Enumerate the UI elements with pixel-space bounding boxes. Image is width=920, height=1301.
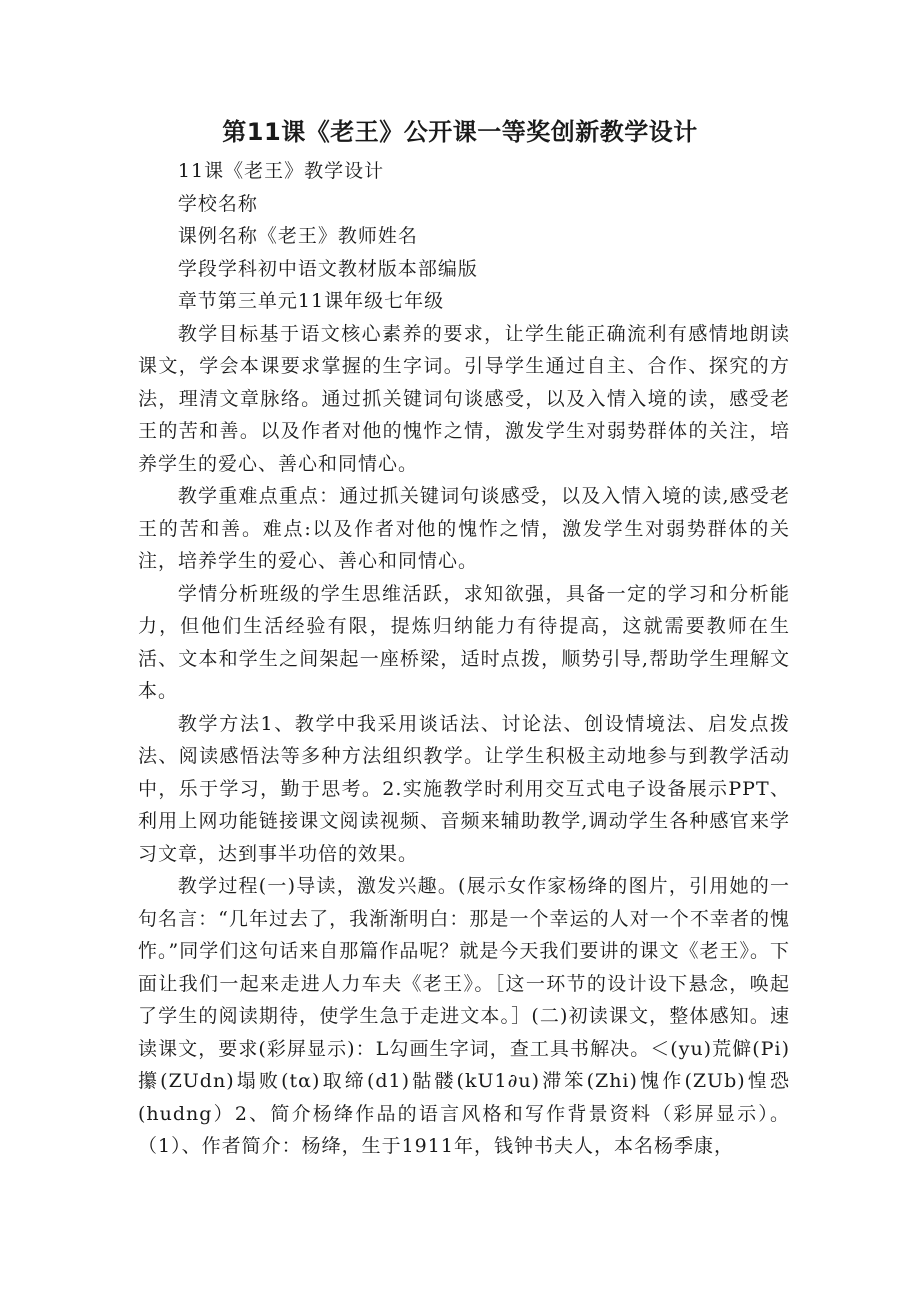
paragraph-school-name: 学校名称 [177, 192, 258, 215]
paragraph-lesson-name: 课例名称《老王》教师姓名 [177, 225, 418, 247]
paragraph-lesson-heading: 11课《老王》教学设计 [177, 160, 385, 182]
paragraph-key-difficulties: 教学重难点重点：通过抓关键词句谈感受，以及入情入境的读,感受老王的苦和善。难点:以及作者对他的愧怍之情，激发学生对弱势群体的关注，培养学生的爱心、善心和同情心。 [138, 485, 790, 572]
paragraph-teaching-process: 教学过程(一)导读，激发兴趣。(展示女作家杨绛的图片，引用她的一句名言：“几年过去了，我渐渐明白：那是一个幸运的人对一个不幸者的愧怍。”同学们这句话来自那篇作品呢？就是今天我们要讲的课文《老王》。下面让我们一起来走进人力车夫《老王》。［这一环节的设计设下悬念，唤起了学生的阅读期待，使学生急于走进文本。］(二)初读课文，整体感知。速读课文，要求(彩屏显示)：L勾画生字词，查工具书解决。＜(yu)荒僻(Pi)攥(ZUdn)塌败(tα)取缔(d1)骷髅(kU1∂u)滞笨(Zhi)愧作(ZUb)惶恐(hudng）2、简介杨绛作品的语言风格和写作背景资料（彩屏显示）。（1）、作者简介：杨绛，生于1911年，钱钟书夫人，本名杨季康， [138, 875, 790, 1157]
paragraph-chapter-grade: 章节第三单元11课年级七年级 [177, 290, 445, 312]
paragraph-teaching-goals: 教学目标基于语文核心素养的要求，让学生能正确流利有感情地朗读课文，学会本课要求掌握的生字词。引导学生通过自主、合作、探究的方法，理清文章脉络。通过抓关键词句谈感受，以及入情入境的读，感受老王的苦和善。以及作者对他的愧怍之情，激发学生对弱势群体的关注，培养学生的爱心、善心和同情心。 [138, 322, 790, 475]
document-body [138, 155, 790, 1163]
paragraph-teaching-methods: 教学方法1、教学中我采用谈话法、讨论法、创设情境法、启发点拨法、阅读感悟法等多种方法组织教学。让学生积极主动地参与到教学活动中，乐于学习，勤于思考。2.实施教学时利用交互式电子设备展示PPT、利用上网功能链接课文阅读视频、音频来辅助教学,调动学生各种感官来学习文章，达到事半功倍的效果。 [138, 712, 790, 865]
document-title: 第11课《老王》公开课一等奖创新教学设计 [222, 118, 698, 146]
paragraph-learner-analysis: 学情分析班级的学生思维活跃，求知欲强，具备一定的学习和分析能力，但他们生活经验有限，提炼归纳能力有待提高，这就需要教师在生活、文本和学生之间架起一座桥梁，适时点拨，顺势引导,帮助学生理解文本。 [138, 582, 790, 702]
paragraph-subject-edition: 学段学科初中语文教材版本部编版 [177, 257, 478, 280]
